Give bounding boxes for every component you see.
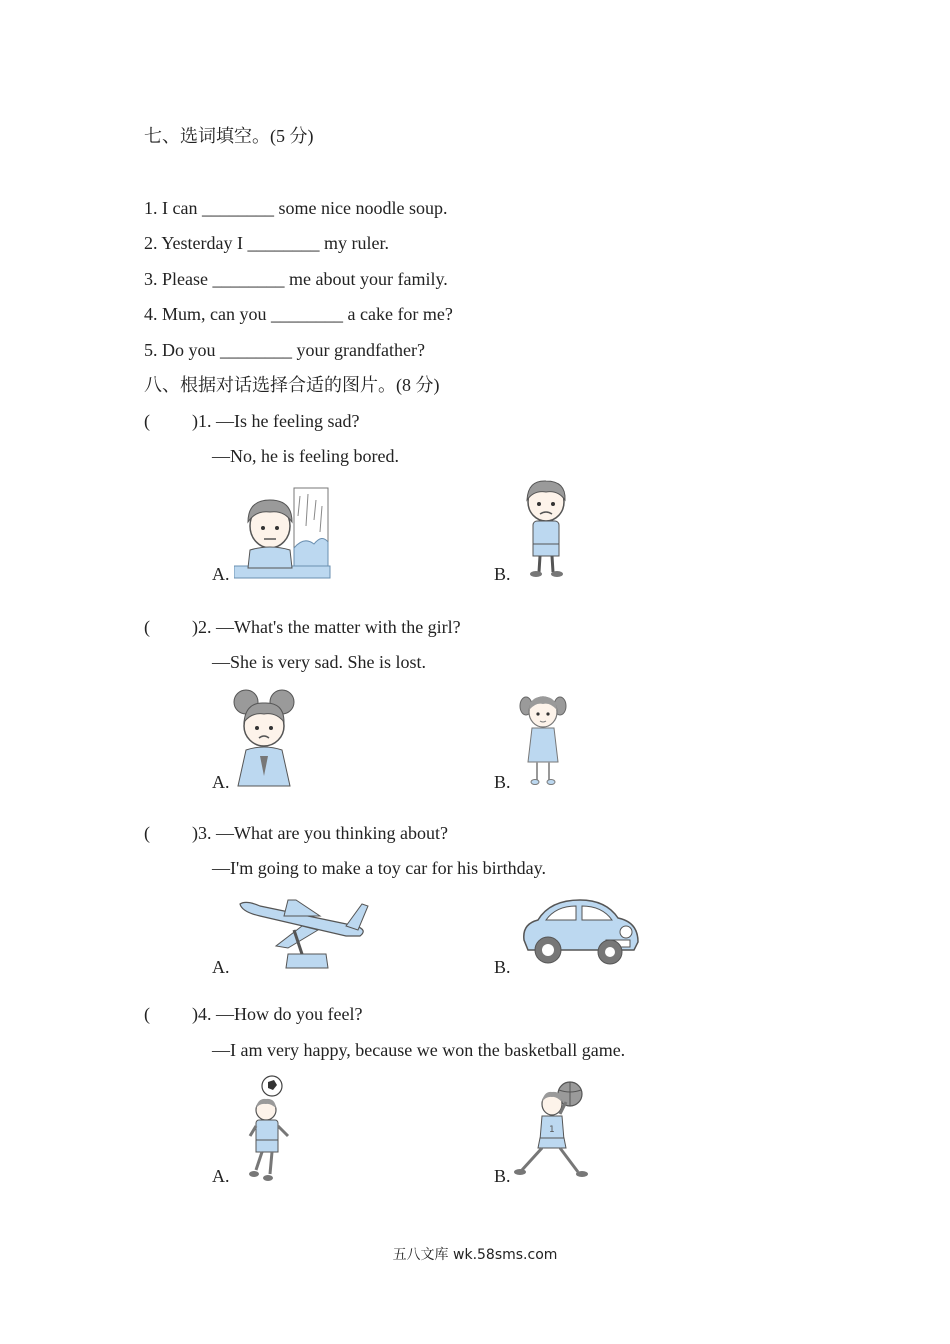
toy-car-image — [520, 896, 642, 968]
answer-bracket: ( — [144, 823, 150, 843]
lost-girl-image — [232, 686, 298, 788]
girl-with-pigtails-image — [518, 692, 568, 790]
q4-option-a-label: A. — [212, 1166, 230, 1186]
question-4 — [144, 1003, 362, 1025]
fill-item-3: 3. Please ________ me about your family. — [144, 269, 448, 289]
question-text: )2. —What's the matter with the girl? — [192, 617, 461, 637]
question-4-answer: —I am very happy, because we won the basketball game. — [212, 1040, 626, 1060]
sad-boy-image — [520, 478, 572, 580]
question-3-answer: —I'm going to make a toy car for his birthday. — [212, 858, 546, 878]
bored-boy-at-window-image — [234, 486, 332, 580]
question-1 — [144, 410, 359, 432]
question-text: )4. —How do you feel? — [192, 1004, 363, 1024]
question-2 — [144, 616, 461, 638]
boy-playing-football-image — [244, 1074, 292, 1182]
answer-bracket: ( — [144, 411, 150, 431]
q2-option-b-label: B. — [494, 772, 511, 792]
q3-option-b-label: B. — [494, 957, 511, 977]
question-3 — [144, 822, 448, 844]
section-8-title: 八、根据对话选择合适的图片。(8 分) — [144, 375, 440, 395]
q3-option-a-label: A. — [212, 957, 230, 977]
fill-item-1: 1. I can ________ some nice noodle soup. — [144, 198, 448, 218]
svg-text:1: 1 — [549, 1125, 555, 1135]
q1-option-a-label: A. — [212, 564, 230, 584]
question-text: )3. —What are you thinking about? — [192, 823, 448, 843]
footer-watermark: 五八文库 wk.58sms.com — [392, 1247, 558, 1263]
q4-option-b-label: B. — [494, 1166, 511, 1186]
q2-option-a-label: A. — [212, 772, 230, 792]
answer-bracket: ( — [144, 1004, 150, 1024]
fill-item-2: 2. Yesterday I ________ my ruler. — [144, 233, 389, 253]
question-text: )1. —Is he feeling sad? — [192, 411, 360, 431]
answer-bracket: ( — [144, 617, 150, 637]
question-1-answer: —No, he is feeling bored. — [212, 446, 399, 466]
fill-item-4: 4. Mum, can you ________ a cake for me? — [144, 304, 453, 324]
toy-plane-model-image — [236, 896, 370, 970]
section-7-title: 七、选词填空。(5 分) — [144, 126, 314, 146]
fill-item-5: 5. Do you ________ your grandfather? — [144, 340, 425, 360]
q1-option-b-label: B. — [494, 564, 511, 584]
question-2-answer: —She is very sad. She is lost. — [212, 652, 426, 672]
girl-playing-basketball-image — [512, 1080, 592, 1182]
